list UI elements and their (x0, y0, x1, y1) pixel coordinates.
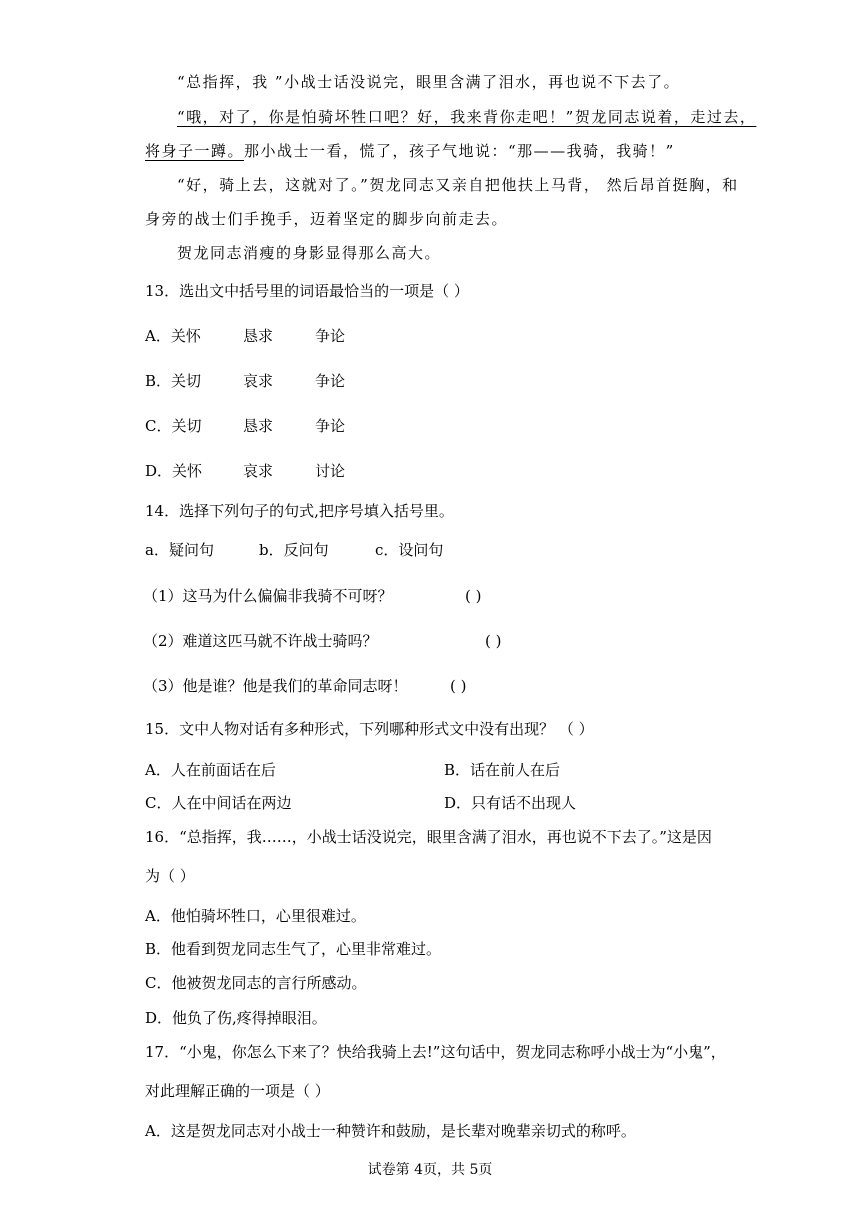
question-16-option-c: C．他被贺龙同志的言行所感动。 (145, 974, 367, 992)
question-16-option-a: A．他怕骑坏牲口，心里很难过。 (145, 907, 366, 925)
question-16-stem-line-2: 为（ ） (145, 867, 195, 885)
option-word-2: 哀求 (243, 372, 274, 390)
type-b: b．反问句 (259, 541, 329, 559)
question-16-stem-line-1: 16．“总指挥，我……，小战士话没说完，眼里含满了泪水，再也说不下去了。”这是因 (145, 828, 712, 846)
answer-parens: ( ) (450, 677, 467, 695)
passage-paragraph-4: 贺龙同志消瘦的身影显得那么高大。 (177, 244, 442, 262)
question-17-option-a: A．这是贺龙同志对小战士一种赞许和鼓励，是长辈对晚辈亲切式的称呼。 (145, 1122, 636, 1140)
type-a: a．疑问句 (145, 541, 214, 559)
option-word-3: 争论 (315, 327, 346, 345)
question-14-stem: 14．选择下列句子的句式,把序号填入括号里。 (145, 502, 454, 520)
answer-parens: ( ) (465, 587, 482, 605)
question-17-stem-line-1: 17．“小鬼，你怎么下来了？快给我骑上去!”这句话中，贺龙同志称呼小战士为“小鬼”， (145, 1043, 726, 1061)
item-text: （2）难道这匹马就不许战士骑吗？ (143, 632, 378, 650)
option-word-3: 讨论 (315, 462, 346, 480)
option-word-3: 争论 (315, 417, 346, 435)
option-label: B．关切 (145, 372, 202, 390)
passage-paragraph-2-rest: 那小战士一看，慌了，孩子气地说：“那——我骑，我骑！” (244, 142, 675, 160)
question-13-option-c (145, 416, 346, 436)
underlined-phrase: 将身子一蹲。 (145, 142, 245, 160)
question-15-option-c: C．人在中间话在两边 (145, 794, 292, 812)
question-16-option-d: D．他负了伤,疼得掉眼泪。 (145, 1009, 327, 1027)
question-15-option-a: A．人在前面话在后 (145, 761, 276, 779)
page-footer: 试卷第 4页，共 5页 (367, 1162, 493, 1178)
passage-paragraph-2-line-2 (145, 141, 675, 161)
question-13-stem: 13．选出文中括号里的词语最恰当的一项是（ ） (145, 282, 469, 300)
option-label: C．关切 (145, 417, 202, 435)
passage-paragraph-2-line-1: “哦，对了，你是怕骑坏牲口吧？好，我来背你走吧！”贺龙同志说着，走过去， (177, 108, 757, 126)
question-15-option-b: B．话在前人在后 (444, 761, 561, 779)
question-13-option-b (145, 371, 346, 391)
option-word-2: 恳求 (243, 417, 274, 435)
question-13-option-a (145, 326, 346, 346)
question-16-option-b: B．他看到贺龙同志生气了，心里非常难过。 (145, 940, 442, 958)
passage-paragraph-3-line-1: “好，骑上去，这就对了。”贺龙同志又亲自把他扶上马背， 然后昂首挺胸，和 (177, 176, 739, 194)
type-c: c．设问句 (375, 541, 444, 559)
question-17-stem-line-2: 对此理解正确的一项是（ ） (145, 1082, 330, 1100)
answer-parens: ( ) (485, 632, 502, 650)
passage-paragraph-1: “总指挥，我 ”小战士话没说完，眼里含满了泪水，再也说不下去了。 (177, 73, 681, 91)
option-label: D．关怀 (145, 462, 203, 480)
option-word-2: 哀求 (243, 462, 274, 480)
item-text: （1）这马为什么偏偏非我骑不可呀？ (143, 587, 393, 605)
option-word-2: 恳求 (243, 327, 274, 345)
option-label: A．关怀 (145, 327, 201, 345)
question-14-item-3 (143, 676, 467, 696)
question-14-item-1 (143, 586, 482, 606)
option-word-3: 争论 (315, 372, 346, 390)
question-15-option-d: D．只有话不出现人 (444, 794, 577, 812)
passage-paragraph-3-line-2: 身旁的战士们手挽手，迈着坚定的脚步向前走去。 (145, 210, 509, 228)
item-text: （3）他是谁？他是我们的革命同志呀！ (143, 677, 408, 695)
question-13-option-d (145, 461, 346, 481)
question-15-stem: 15．文中人物对话有多种形式，下列哪种形式文中没有出现？ （ ） (145, 720, 594, 738)
question-14-item-2 (143, 631, 502, 651)
question-14-types (145, 540, 444, 560)
